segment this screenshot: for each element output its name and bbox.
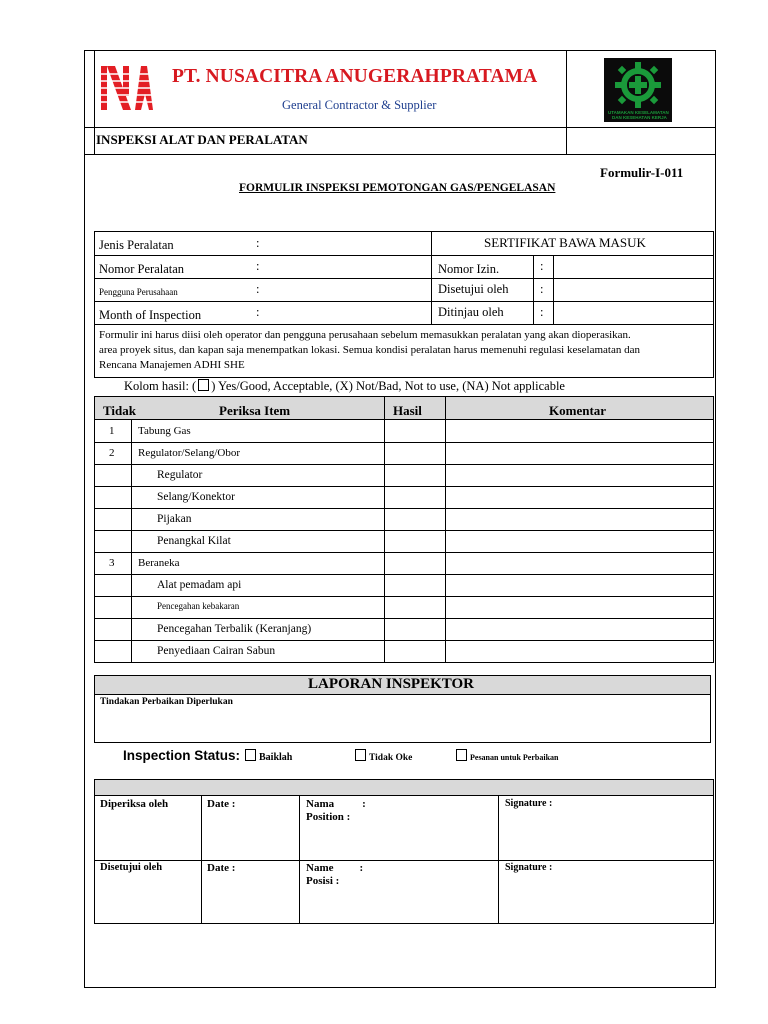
col-header-result: Hasil <box>393 403 422 418</box>
comment-cell[interactable] <box>446 443 713 464</box>
k3-text-line1: UTAMAKAN KESELAMATAN <box>608 110 669 115</box>
col-header-item: Periksa Item <box>219 403 291 418</box>
result-cell[interactable] <box>385 553 444 574</box>
row-item: Pijakan <box>157 513 192 525</box>
comment-cell[interactable] <box>446 619 713 640</box>
company-tagline: General Contractor & Supplier <box>282 98 437 112</box>
row-item: Tabung Gas <box>138 425 191 437</box>
status-option-ok[interactable] <box>245 749 292 763</box>
row-item: Penyediaan Cairan Sabun <box>157 645 276 657</box>
section-title: INSPEKSI ALAT DAN PERALATAN <box>96 132 308 147</box>
signoff-table <box>94 779 714 924</box>
note-line-3: Rencana Manajemen ADHI SHE <box>99 359 245 371</box>
label-jenis-peralatan: Jenis Peralatan <box>99 238 174 252</box>
label-nomor-peralatan: Nomor Peralatan <box>99 262 185 276</box>
status-option-repair[interactable] <box>456 749 558 762</box>
colon: : <box>256 282 260 296</box>
form-code: Formulir-I-011 <box>600 165 684 180</box>
legend-suffix: ) Yes/Good, Acceptable, (X) Not/Bad, Not to use, (NA) Not applicable <box>211 379 565 393</box>
label-nomor-izin: Nomor Izin. <box>438 262 500 276</box>
comment-cell[interactable] <box>446 597 713 618</box>
header-logo-divider <box>566 50 567 154</box>
name-label-text: Name <box>306 862 334 874</box>
status-option-label: Baiklah <box>259 752 293 763</box>
colon: : <box>540 282 544 296</box>
comment-cell[interactable] <box>446 421 713 442</box>
result-cell[interactable] <box>385 465 444 486</box>
checkbox-icon[interactable] <box>355 749 366 761</box>
row-number: 3 <box>109 557 115 569</box>
status-option-label: Pesanan untuk Perbaikan <box>470 753 559 762</box>
note-line-1: Formulir ini harus diisi oleh operator dan pengguna perusahaan sebelum memasukkan peralatan yang akan dioperasikan. <box>99 329 631 341</box>
result-cell[interactable] <box>385 487 444 508</box>
row-item: Alat pemadam api <box>157 579 242 591</box>
result-cell[interactable] <box>385 641 444 662</box>
row-number: 1 <box>109 425 115 437</box>
comment-cell[interactable] <box>446 553 713 574</box>
row-item: Pencegahan Terbalik (Keranjang) <box>157 623 312 635</box>
label-month-of-inspection: Month of Inspection <box>99 308 202 322</box>
date-label: Date : <box>207 798 236 810</box>
report-title: LAPORAN INSPEKTOR <box>308 676 474 692</box>
colon: : <box>256 259 260 273</box>
company-logo <box>101 66 153 110</box>
checkbox-icon[interactable] <box>245 749 256 761</box>
colon: : <box>256 236 260 250</box>
row-item: Regulator/Selang/Obor <box>138 447 241 459</box>
posisi-label: Posisi : <box>306 875 340 887</box>
company-name: PT. NUSACITRA ANUGERAHPRATAMA <box>172 66 538 87</box>
colon: : <box>256 305 260 319</box>
colon: : <box>362 798 366 810</box>
form-title: FORMULIR INSPEKSI PEMOTONGAN GAS/PENGELASAN <box>239 182 556 194</box>
label-ditinjau-oleh: Ditinjau oleh <box>438 305 504 319</box>
k3-safety-logo <box>604 58 672 122</box>
result-cell[interactable] <box>385 575 444 596</box>
result-cell[interactable] <box>385 443 444 464</box>
row-item: Beraneka <box>138 557 180 569</box>
comment-cell[interactable] <box>446 531 713 552</box>
signature-label: Signature : <box>505 798 553 809</box>
corrective-action-label: Tindakan Perbaikan Diperlukan <box>100 697 233 707</box>
comment-cell[interactable] <box>446 509 713 530</box>
col-header-comment: Komentar <box>549 403 607 418</box>
legend-prefix: Kolom hasil: ( <box>124 379 197 393</box>
row-item: Penangkal Kilat <box>157 535 231 547</box>
name-label <box>306 862 363 874</box>
nama-label <box>306 798 366 810</box>
result-cell[interactable] <box>385 421 444 442</box>
result-cell[interactable] <box>385 619 444 640</box>
colon: : <box>540 305 544 319</box>
status-option-not-ok[interactable] <box>355 749 412 763</box>
nama-label-text: Nama <box>306 798 335 810</box>
colon: : <box>359 862 364 874</box>
result-cell[interactable] <box>385 509 444 530</box>
checkbox-icon[interactable] <box>456 749 467 761</box>
disetujui-oleh-label: Disetujui oleh <box>100 862 163 873</box>
title-divider <box>84 154 716 155</box>
signature-label: Signature : <box>505 862 553 873</box>
row-number: 2 <box>109 447 115 459</box>
result-cell[interactable] <box>385 597 444 618</box>
checkbox-icon <box>198 379 209 391</box>
header-divider <box>84 127 716 128</box>
result-legend <box>124 379 565 394</box>
comment-cell[interactable] <box>446 575 713 596</box>
position-label: Position : <box>306 811 351 823</box>
label-disetujui-oleh: Disetujui oleh <box>438 282 509 296</box>
k3-text-line2: DAN KESEHATAN KERJA <box>612 115 667 120</box>
header-left-border <box>94 50 95 154</box>
date-label: Date : <box>207 862 236 874</box>
label-pengguna-perusahaan: Pengguna Perusahaan <box>99 287 178 297</box>
status-option-label: Tidak Oke <box>369 753 413 763</box>
colon: : <box>540 259 544 273</box>
comment-cell[interactable] <box>446 487 713 508</box>
comment-cell[interactable] <box>446 641 713 662</box>
row-item: Selang/Konektor <box>157 491 235 503</box>
comment-cell[interactable] <box>446 465 713 486</box>
row-item: Pencegahan kebakaran <box>157 601 240 611</box>
diperiksa-oleh-label: Diperiksa oleh <box>100 798 169 810</box>
row-item: Regulator <box>157 469 203 481</box>
label-sertifikat: SERTIFIKAT BAWA MASUK <box>484 235 646 250</box>
result-cell[interactable] <box>385 531 444 552</box>
col-header-no: Tidak <box>103 403 137 418</box>
inspection-status-label: Inspection Status: <box>123 748 241 763</box>
note-line-2: area proyek situs, dan kapan saja menempatkan lokasi. Semua kondisi peralatan harus memenuhi regulasi keselamatan dan <box>99 344 640 356</box>
